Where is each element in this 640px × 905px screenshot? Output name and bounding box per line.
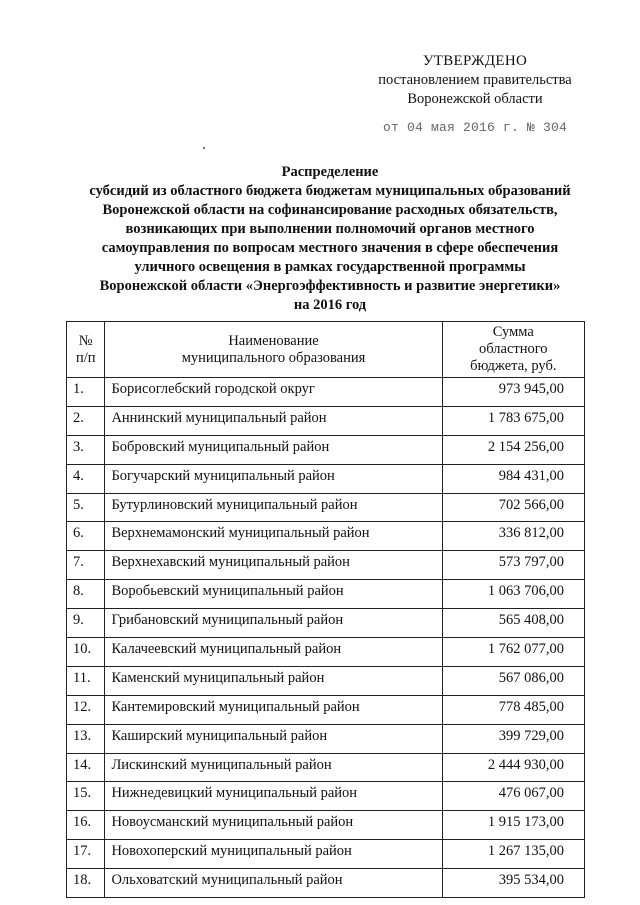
row-sum: 1 915 173,00 xyxy=(442,811,584,840)
row-sum: 1 267 135,00 xyxy=(442,840,584,869)
row-number: 12. xyxy=(67,695,105,724)
row-name: Кантемировский муниципальный район xyxy=(105,695,442,724)
header-number-line-2: п/п xyxy=(75,349,96,366)
row-sum: 778 485,00 xyxy=(442,695,584,724)
row-sum: 476 067,00 xyxy=(442,782,584,811)
approved-heading: УТВЕРЖДЕНО xyxy=(422,53,528,69)
row-name: Калачеевский муниципальный район xyxy=(105,638,442,667)
table-row xyxy=(67,695,585,724)
row-sum: 565 408,00 xyxy=(442,609,584,638)
title-line-6: уличного освещения в рамках государственной программы xyxy=(134,259,526,275)
row-name: Борисоглебский городской округ xyxy=(105,378,442,407)
row-sum: 702 566,00 xyxy=(442,493,584,522)
table-row xyxy=(67,464,585,493)
row-sum: 973 945,00 xyxy=(442,378,584,407)
row-sum: 399 729,00 xyxy=(442,724,584,753)
row-name: Верхнехавский муниципальный район xyxy=(105,551,442,580)
header-sum-line-3: бюджета, руб. xyxy=(470,358,557,374)
table-body xyxy=(67,378,585,898)
table-row xyxy=(67,522,585,551)
row-name: Каширский муниципальный район xyxy=(105,724,442,753)
table-row xyxy=(67,378,585,407)
table-row xyxy=(67,724,585,753)
row-name: Бобровский муниципальный район xyxy=(105,435,442,464)
approval-line-2: Воронежской области xyxy=(407,91,543,107)
row-name: Каменский муниципальный район xyxy=(105,666,442,695)
title-line-4: возникающих при выполнении полномочий органов местного xyxy=(125,221,535,237)
title-line-3: Воронежской области на софинансирование расходных обязательств, xyxy=(102,202,558,218)
row-name: Нижнедевицкий муниципальный район xyxy=(105,782,442,811)
table-row xyxy=(67,782,585,811)
row-name: Воробьевский муниципальный район xyxy=(105,580,442,609)
row-number: 11. xyxy=(67,666,105,695)
header-sum-line-2: областного xyxy=(479,341,548,357)
row-number: 14. xyxy=(67,753,105,782)
table-row xyxy=(67,753,585,782)
row-name: Ольховатский муниципальный район xyxy=(105,869,442,898)
row-number: 3. xyxy=(67,435,105,464)
row-name: Верхнемамонский муниципальный район xyxy=(105,522,442,551)
header-sum-line-1: Сумма xyxy=(492,324,534,340)
table-row xyxy=(67,580,585,609)
row-sum: 336 812,00 xyxy=(442,522,584,551)
row-sum: 1 783 675,00 xyxy=(442,406,584,435)
title-line-1: Распределение xyxy=(281,164,379,180)
scan-speck xyxy=(203,147,205,149)
row-number: 8. xyxy=(67,580,105,609)
table-row xyxy=(67,493,585,522)
row-number: 4. xyxy=(67,464,105,493)
row-number: 18. xyxy=(67,869,105,898)
header-number xyxy=(67,322,105,378)
row-name: Богучарский муниципальный район xyxy=(105,464,442,493)
row-name: Новоусманский муниципальный район xyxy=(105,811,442,840)
document-title xyxy=(60,163,600,315)
table-header-row xyxy=(67,322,585,378)
table-row xyxy=(67,638,585,667)
row-number: 6. xyxy=(67,522,105,551)
row-sum: 2 444 930,00 xyxy=(442,753,584,782)
row-name: Аннинский муниципальный район xyxy=(105,406,442,435)
row-number: 13. xyxy=(67,724,105,753)
header-number-line-1: № xyxy=(78,332,93,349)
table-row xyxy=(67,811,585,840)
row-sum: 395 534,00 xyxy=(442,869,584,898)
row-name: Новохоперский муниципальный район xyxy=(105,840,442,869)
approval-line-1: постановлением правительства xyxy=(378,72,572,88)
row-sum: 984 431,00 xyxy=(442,464,584,493)
table-row xyxy=(67,840,585,869)
row-sum: 573 797,00 xyxy=(442,551,584,580)
table-row xyxy=(67,666,585,695)
row-name: Грибановский муниципальный район xyxy=(105,609,442,638)
row-number: 17. xyxy=(67,840,105,869)
row-sum: 567 086,00 xyxy=(442,666,584,695)
approval-block xyxy=(360,52,590,137)
row-number: 16. xyxy=(67,811,105,840)
title-line-2: субсидий из областного бюджета бюджетам муниципальных образований xyxy=(89,183,571,199)
title-line-5: самоуправления по вопросам местного значения в сфере обеспечения xyxy=(101,240,559,256)
row-number: 5. xyxy=(67,493,105,522)
subsidy-table xyxy=(66,321,585,898)
row-number: 10. xyxy=(67,638,105,667)
table-row xyxy=(67,609,585,638)
row-sum: 1 762 077,00 xyxy=(442,638,584,667)
row-number: 1. xyxy=(67,378,105,407)
row-name: Лискинский муниципальный район xyxy=(105,753,442,782)
row-sum: 1 063 706,00 xyxy=(442,580,584,609)
table-row xyxy=(67,435,585,464)
row-number: 7. xyxy=(67,551,105,580)
table-row xyxy=(67,869,585,898)
header-name-line-1: Наименование xyxy=(228,332,319,349)
row-number: 9. xyxy=(67,609,105,638)
approval-date-stamp: от 04 мая 2016 г. № 304 xyxy=(382,120,568,135)
title-line-7: Воронежской области «Энергоэффективность и развитие энергетики» xyxy=(99,278,561,294)
title-line-8: на 2016 год xyxy=(293,297,367,313)
header-name xyxy=(105,322,442,378)
row-sum: 2 154 256,00 xyxy=(442,435,584,464)
row-number: 15. xyxy=(67,782,105,811)
table-row xyxy=(67,406,585,435)
row-number: 2. xyxy=(67,406,105,435)
table-row xyxy=(67,551,585,580)
header-name-line-2: муниципального образования xyxy=(181,349,366,366)
row-name: Бутурлиновский муниципальный район xyxy=(105,493,442,522)
header-sum xyxy=(442,322,584,378)
